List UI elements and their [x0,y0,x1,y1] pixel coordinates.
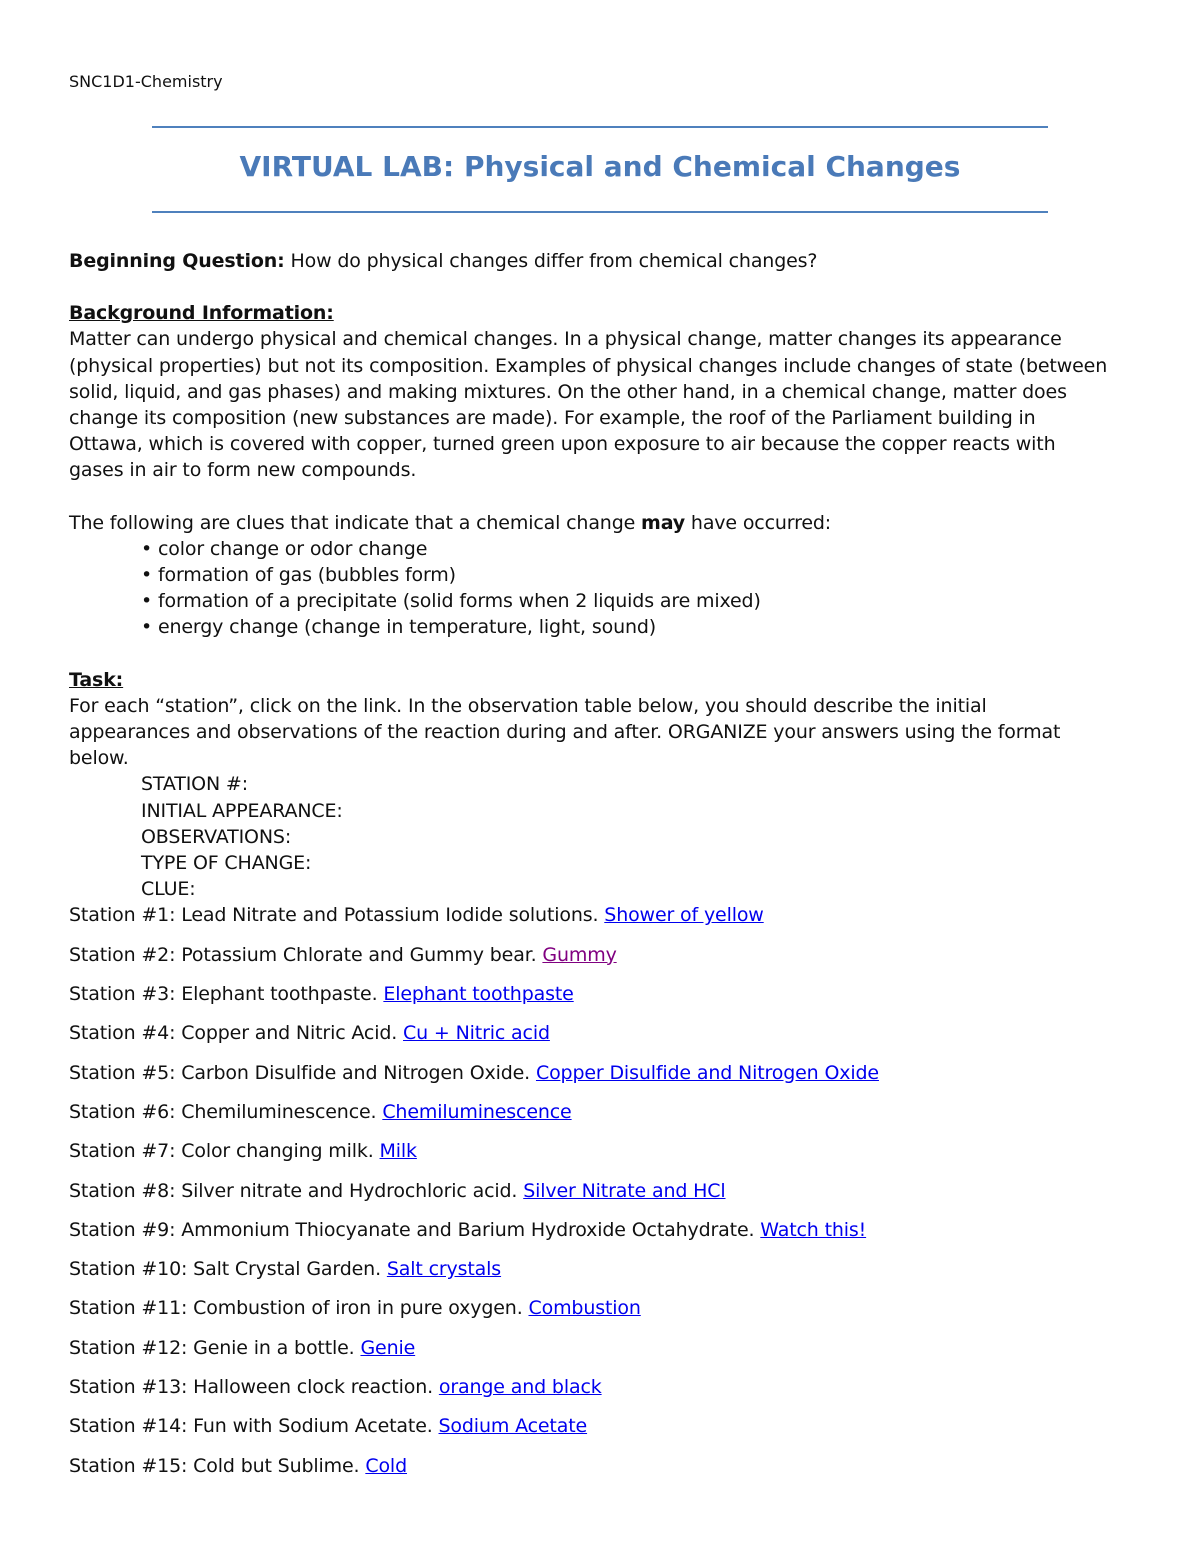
clues-intro-text-end: have occurred: [685,511,832,534]
title-rule-bottom [152,211,1048,213]
station-link-combustion[interactable]: Combustion [528,1297,641,1320]
station-item [69,896,1129,935]
station-item [69,1054,1129,1093]
station-text: Station #8: Silver nitrate and Hydrochloric acid. [69,1179,524,1202]
station-text: Station #13: Halloween clock reaction. [69,1376,439,1399]
station-item [69,1329,1129,1368]
station-link-cold[interactable]: Cold [365,1454,407,1477]
task-line: below. [69,747,129,770]
background-line: (physical properties) but not its composition. Examples of physical changes include changes of state (between [69,354,1108,377]
station-link-silver-nitrate[interactable]: Silver Nitrate and HCl [523,1179,726,1202]
answer-format [69,771,1129,902]
station-link-milk[interactable]: Milk [379,1140,417,1163]
station-item [69,1211,1129,1250]
background-line: Matter can undergo physical and chemical changes. In a physical change, matter changes its appearance [69,328,1062,351]
format-field: INITIAL APPEARANCE: [141,799,343,822]
station-item [69,1172,1129,1211]
station-link-chemiluminescence[interactable]: Chemiluminescence [382,1100,572,1123]
format-field: CLUE: [141,878,196,901]
clues-intro-text: The following are clues that indicate that a chemical change [69,511,642,534]
page-title: VIRTUAL LAB: Physical and Chemical Changes [239,150,961,183]
station-text: Station #5: Carbon Disulfide and Nitrogen Oxide. [69,1061,536,1084]
station-item [69,1289,1129,1328]
beginning-question [69,248,1129,274]
station-text: Station #4: Copper and Nitric Acid. [69,1022,404,1045]
station-item [69,1250,1129,1289]
station-link-salt-crystals[interactable]: Salt crystals [386,1258,502,1281]
clue-item: • energy change (change in temperature, light, sound) [141,614,1129,640]
format-field: TYPE OF CHANGE: [141,852,312,875]
spacer [69,274,1129,300]
station-text: Station #11: Combustion of iron in pure oxygen. [69,1297,529,1320]
format-field: OBSERVATIONS: [141,825,292,848]
clue-item: • color change or odor change [141,536,1129,562]
background-heading: Background Information: [69,302,334,325]
station-link-cu-nitric-acid[interactable]: Cu + Nitric acid [403,1022,550,1045]
station-text: Station #12: Genie in a bottle. [69,1336,361,1359]
station-item [69,1014,1129,1053]
station-text: Station #2: Potassium Chlorate and Gummy bear. [69,943,543,966]
station-item [69,936,1129,975]
clue-item: • formation of a precipitate (solid forms when 2 liquids are mixed) [141,588,1129,614]
station-link-watch-this[interactable]: Watch this! [760,1218,867,1241]
clues-intro [69,510,1129,536]
task-heading: Task: [69,668,124,691]
station-text: Station #9: Ammonium Thiocyanate and Barium Hydroxide Octahydrate. [69,1218,761,1241]
station-link-shower-of-yellow[interactable]: Shower of yellow [604,904,764,927]
spacer [69,641,1129,667]
task-line: For each “station”, click on the link. In the observation table below, you should describe the initial [69,694,987,717]
clues-list [69,536,1129,641]
document-body [69,248,1129,1486]
background-line: Ottawa, which is covered with copper, turned green upon exposure to air because the copper reacts with [69,433,1056,456]
station-list [69,896,1129,1485]
station-item [69,975,1129,1014]
title-rule-top [152,126,1048,128]
station-link-sodium-acetate[interactable]: Sodium Acetate [438,1415,588,1438]
station-text: Station #14: Fun with Sodium Acetate. [69,1415,439,1438]
format-field: STATION #: [141,773,248,796]
background-line: solid, liquid, and gas phases) and making mixtures. On the other hand, in a chemical change, matter does [69,380,1067,403]
clues-intro-emphasis: may [641,511,686,534]
station-item [69,1093,1129,1132]
station-link-elephant-toothpaste[interactable]: Elephant toothpaste [383,983,574,1006]
spacer [69,484,1129,510]
beginning-question-label: Beginning Question: [69,250,285,272]
station-text: Station #1: Lead Nitrate and Potassium Iodide solutions. [69,904,605,927]
beginning-question-text: How do physical changes differ from chemical changes? [284,250,818,272]
station-link-genie[interactable]: Genie [360,1336,416,1359]
station-link-gummy[interactable]: Gummy [542,943,617,966]
station-text: Station #10: Salt Crystal Garden. [69,1258,387,1281]
station-item [69,1447,1129,1486]
station-link-orange-and-black[interactable]: orange and black [438,1376,602,1399]
station-item [69,1132,1129,1171]
station-text: Station #7: Color changing milk. [69,1140,380,1163]
station-item [69,1368,1129,1407]
background-line: gases in air to form new compounds. [69,459,417,482]
station-text: Station #15: Cold but Sublime. [69,1454,366,1477]
station-text: Station #6: Chemiluminescence. [69,1100,383,1123]
station-item [69,1407,1129,1446]
station-text: Station #3: Elephant toothpaste. [69,983,384,1006]
clue-item: • formation of gas (bubbles form) [141,562,1129,588]
course-header: SNC1D1-Chemistry [69,72,223,91]
background-line: change its composition (new substances are made). For example, the roof of the Parliament building in [69,407,1036,430]
station-link-copper-disulfide[interactable]: Copper Disulfide and Nitrogen Oxide [535,1061,879,1084]
task-line: appearances and observations of the reaction during and after. ORGANIZE your answers using the format [69,721,1061,744]
